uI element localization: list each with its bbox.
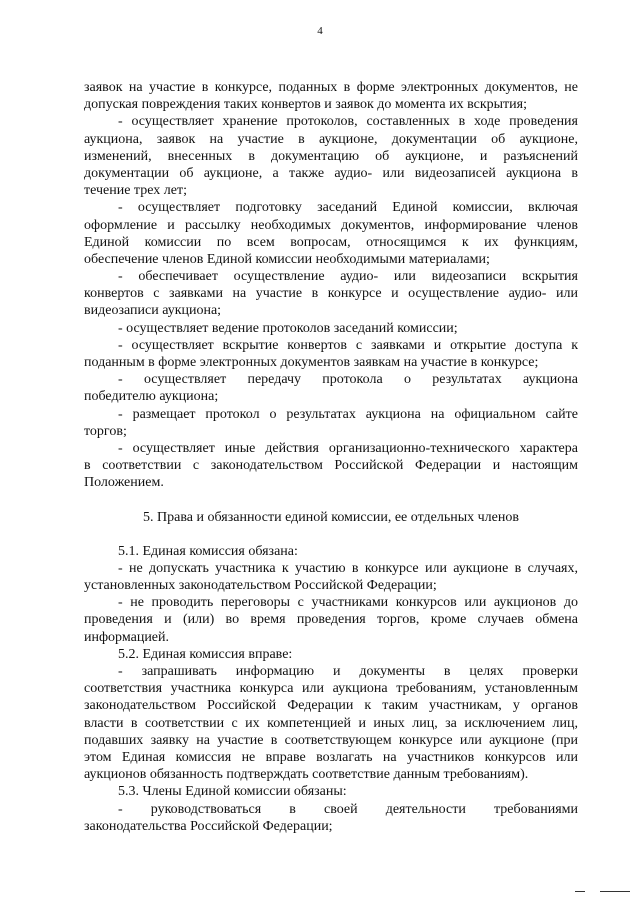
paragraph xyxy=(84,646,578,663)
paragraph xyxy=(84,79,578,113)
text-line: изменений, внесенных в документацию об аукционе, и разъяснений xyxy=(84,148,578,164)
text-line: Единой комиссии по всем вопросам, относящимся к их функциям, xyxy=(84,234,578,250)
scan-artifact xyxy=(575,891,585,892)
paragraph xyxy=(84,594,578,646)
text-line: - осуществляет ведение протоколов заседаний комиссии; xyxy=(118,320,458,336)
text-line: законодательства Российской Федерации; xyxy=(84,818,333,834)
text-line: документации об аукционе, а также аудио- или видеозаписей аукциона в xyxy=(84,165,578,181)
text-line: аукционов обязанность подтверждать соответствие данным требованиям). xyxy=(84,767,529,783)
paragraph xyxy=(84,560,578,594)
text-line: - осуществляет вскрытие конвертов с заявками и открытие доступа к xyxy=(118,337,578,353)
text-line: этом Единая комиссия не вправе возлагать на участников конкурсов или xyxy=(84,749,578,765)
section-gap xyxy=(84,492,578,509)
paragraph xyxy=(84,268,578,320)
text-line: соответствия участника конкурса или аукциона требованиям, установленным xyxy=(84,681,578,697)
paragraph xyxy=(84,543,578,560)
document-body xyxy=(84,79,578,835)
text-line: обеспечение членов Единой комиссии необходимыми материалами; xyxy=(84,251,490,267)
paragraph xyxy=(84,440,578,492)
paragraph xyxy=(84,337,578,371)
text-line: 5.3. Члены Единой комиссии обязаны: xyxy=(118,784,347,800)
paragraph xyxy=(84,199,578,268)
text-line: - запрашивать информацию и документы в целях проверки xyxy=(118,664,578,679)
text-line: - осуществляет передачу протокола о результатах аукциона xyxy=(118,372,578,388)
text-line: 5.1. Единая комиссия обязана: xyxy=(118,543,298,559)
text-line: власти в соответствии с их компетенцией и иных лиц, за исключением лиц, xyxy=(84,715,578,731)
text-line: проведения и (или) во время проведения торгов, кроме случаев обмена xyxy=(84,612,578,628)
text-line: - осуществляет иные действия организационно-технического характера xyxy=(118,440,578,456)
paragraph xyxy=(84,113,578,199)
section-gap xyxy=(84,526,578,543)
text-line: установленных законодательством Российской Федерации; xyxy=(84,578,437,594)
scan-artifact xyxy=(600,891,630,892)
text-line: победителю аукциона; xyxy=(84,389,219,405)
text-line: - осуществляет подготовку заседаний Единой комиссии, включая xyxy=(118,200,578,216)
text-line: - обеспечивает осуществление аудио- или видеозаписи вскрытия xyxy=(118,269,578,285)
text-line: - не проводить переговоры с участниками конкурсов или аукционов до xyxy=(118,595,578,611)
page-number: 4 xyxy=(317,25,323,37)
paragraph xyxy=(84,371,578,405)
text-line: - осуществляет хранение протоколов, составленных в ходе проведения xyxy=(118,114,578,130)
text-line: заявок на участие в конкурсе, поданных в форме электронных документов, не xyxy=(84,80,578,95)
paragraph xyxy=(84,406,578,440)
text-line: информацией. xyxy=(84,629,170,645)
text-line: торгов; xyxy=(84,423,127,439)
text-line: подавших заявку на участие в соответствующем конкурсе или аукционе (при xyxy=(84,732,578,748)
text-line: - руководствоваться в своей деятельности требованиями xyxy=(118,801,578,817)
paragraph xyxy=(84,801,578,835)
paragraph xyxy=(84,320,578,337)
text-line: в соответствии с законодательством Российской Федерации и настоящим xyxy=(84,458,578,474)
paragraph xyxy=(84,663,578,783)
text-line: Положением. xyxy=(84,475,164,491)
section-heading xyxy=(84,509,578,526)
text-line: 5.2. Единая комиссия вправе: xyxy=(118,646,293,662)
text-line: конвертов с заявками на участие в конкурсе и осуществление аудио- или xyxy=(84,286,578,302)
text-line: законодательством Российской Федерации к таким участникам, у органов xyxy=(84,698,578,714)
paragraph xyxy=(84,783,578,800)
text-line: видеозаписи аукциона; xyxy=(84,303,222,319)
text-line: 5. Права и обязанности единой комиссии, ее отдельных членов xyxy=(143,509,519,525)
text-line: течение трех лет; xyxy=(84,183,187,199)
text-line: поданным в форме электронных документов заявкам на участие в конкурсе; xyxy=(84,355,539,370)
text-line: - размещает протокол о результатах аукциона на официальном сайте xyxy=(118,406,578,422)
text-line: аукциона, заявок на участие в аукционе, документации об аукционе, xyxy=(84,131,578,147)
text-line: - не допускать участника к участию в конкурсе или аукционе в случаях, xyxy=(118,560,578,576)
text-line: допуская повреждения таких конвертов и заявок до момента их вскрытия; xyxy=(84,97,527,113)
text-line: оформление и рассылку необходимых документов, информирование членов xyxy=(84,217,578,233)
